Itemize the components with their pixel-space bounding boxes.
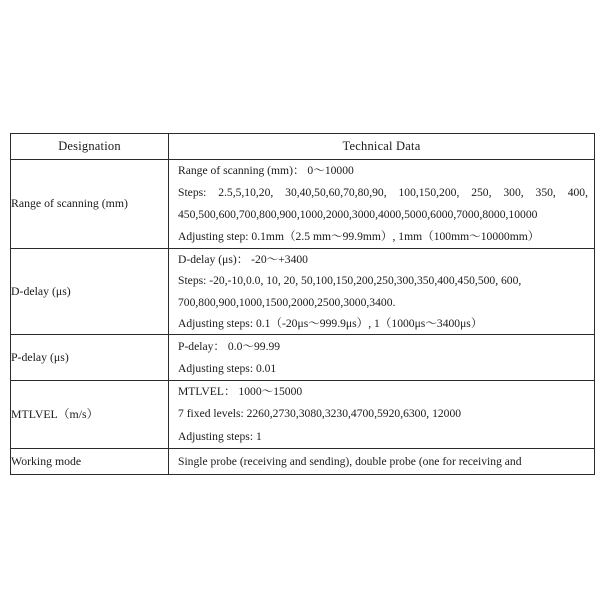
data-line: 7 fixed levels: 2260,2730,3080,3230,4700,5920,6300, 12000: [178, 407, 462, 421]
data-line: Range of scanning (mm)： 0～10000: [178, 164, 354, 177]
table-row: [11, 249, 595, 335]
table-row: [11, 449, 595, 475]
data-line-group: [169, 160, 594, 248]
data-line: Single probe (receiving and sending), double probe (one for receiving and: [178, 454, 522, 468]
data-line-group: [169, 381, 594, 448]
row-label-working-mode: Working mode: [11, 449, 169, 475]
data-line: Adjusting steps: 1: [178, 429, 262, 443]
header-designation: Designation: [11, 134, 169, 160]
data-line-group: [169, 450, 594, 474]
data-line-group: [169, 336, 594, 380]
technical-specification-table: [10, 133, 595, 475]
data-line: 700,800,900,1000,1500,2000,2500,3000,3400.: [178, 295, 396, 309]
data-line: MTLVEL： 1000～15000: [178, 385, 303, 399]
row-label-range-of-scanning: Range of scanning (mm): [11, 160, 169, 249]
data-line: Steps: -20,-10,0.0, 10, 20, 50,100,150,200,250,300,350,400,450,500, 600,: [178, 274, 522, 288]
specification-table-container: [10, 133, 594, 475]
data-line: Adjusting steps: 0.01: [178, 361, 277, 375]
data-line: D-delay (μs)： -20～+3400: [178, 253, 308, 267]
row-data-working-mode: [169, 449, 595, 475]
data-line: P-delay： 0.0～99.99: [178, 339, 281, 353]
data-line: Steps: 2.5,5,10,20, 30,40,50,60,70,80,90, 100,150,200, 250, 300, 350, 400,: [178, 186, 588, 199]
row-label-d-delay: D-delay (μs): [11, 249, 169, 335]
header-technical-data: Technical Data: [169, 134, 595, 160]
table-header-row: [11, 134, 595, 160]
row-data-mtlvel: [169, 381, 595, 449]
table-row: [11, 381, 595, 449]
data-line: Adjusting step: 0.1mm（2.5 mm～99.9mm）, 1mm（100mm～10000mm）: [178, 230, 540, 243]
data-line: 450,500,600,700,800,900,1000,2000,3000,4000,5000,6000,7000,8000,10000: [178, 208, 538, 221]
row-data-d-delay: [169, 249, 595, 335]
table-row: [11, 335, 595, 381]
data-line-group: [169, 249, 594, 334]
row-data-range-of-scanning: [169, 160, 595, 249]
row-label-p-delay: P-delay (μs): [11, 335, 169, 381]
row-label-mtlvel: MTLVEL（m/s）: [11, 381, 169, 449]
data-line: Adjusting steps: 0.1（-20μs～999.9μs）, 1（1000μs～3400μs）: [178, 316, 483, 330]
table-row: [11, 160, 595, 249]
row-data-p-delay: [169, 335, 595, 381]
